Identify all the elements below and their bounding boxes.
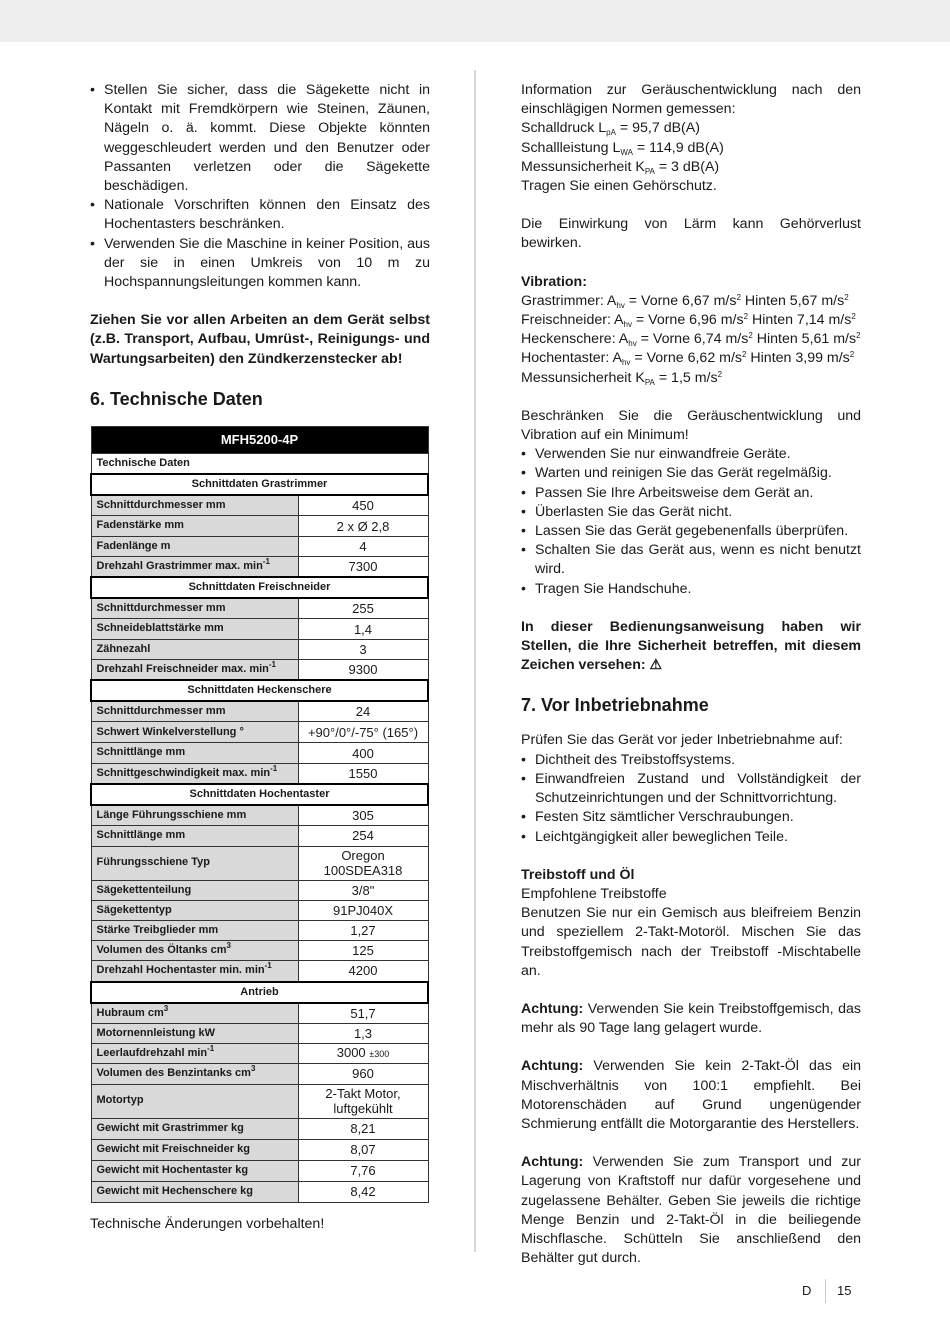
table-row: Fadenstärke mm 2 x Ø 2,8 [91,516,428,536]
table-row: Fadenlänge m 4 [91,536,428,556]
vibration-freischneider: Freischneider: $A_{hv}$ = Vorne 6,96 $m/s^2$ Hinten 7,14 $m/s^2$ [521,312,856,330]
table-row: Schnittgeschwindigkeit max. $\min^{-1}$ 1550 [91,763,428,784]
fuel-oil-title: Treibstoff und Öl [521,866,635,883]
vibration-grastrimmer: Grastrimmer: $A_{hv}$ = Vorne 6,67 $m/s^2$ Hinten 5,67 $m/s^2$ [521,292,849,310]
table-row: Leerlaufdrehzahl $\min^{-1}$ 3000 ±300 [91,1044,428,1064]
caution-1: Achtung: Verwenden Sie kein Treibstoffgemisch, das mehr als 90 Tage lang gelagert wurde. [521,1000,861,1037]
noise-warning: Die Einwirkung von Lärm kann Gehörverlust bewirken. [521,216,861,252]
vibration-heckenschere: Heckenschere: $A_{hv}$ = Vorne 6,74 $m/s^2$ Hinten 5,61 $m/s^2$ [521,331,861,349]
list-item: • Tragen Sie Handschuhe. [521,580,861,599]
list-item: • Dichtheit des Treibstoffsystems. [521,751,861,770]
footer-divider [825,1279,826,1303]
table-row: Drehzahl Hochentaster min. $\min^{-1}$ 4200 [91,961,428,982]
table-row: Zähnezahl 3 [91,639,428,659]
section-heading-technical-data: 6. Technische Daten [90,388,263,409]
list-item: • Verwenden Sie nur einwandfreie Geräte. [521,445,861,464]
list-item: • Verwenden Sie die Maschine in keiner Position, aus der sie in einen Umkreis von 10 m zu Hochspannungsleitungen kommen kann. [90,235,430,293]
table-row: Motornennleistung kW 1,3 [91,1023,428,1043]
section-antrieb: Antrieb [91,982,428,1003]
list-item: • Passen Sie Ihre Arbeitsweise dem Gerät an. [521,484,861,503]
table-row: Gewicht mit Freischneider kg 8,07 [91,1139,428,1160]
table-row: Drehzahl Grastrimmer max. $\min^{-1}$ 7300 [91,556,428,577]
list-item: • Einwandfreien Zustand und Vollständigkeit der Schutzeinrichtungen und der Schnittvorrichtung. [521,770,861,808]
table-row: Schnittlänge mm 400 [91,743,428,763]
spec-table [90,426,429,1203]
table-row: Volumen des Öltanks $cm^3$ 125 [91,941,428,961]
sound-pressure: Schalldruck $L_{pA} = 95,7$ dB(A) [521,120,700,138]
table-row: Volumen des Benzintanks $cm^3$ 960 [91,1064,428,1084]
table-row: Führungsschiene Typ Oregon 100SDEA318 [91,846,428,880]
column-divider [474,70,476,1252]
noise-intro: Information zur Geräuschentwicklung nach den einschlägigen Normen gemessen: [521,82,861,118]
list-item: • Warten und reinigen Sie das Gerät regelmäßig. [521,464,861,483]
section-heading-before-use: 7. Vor Inbetriebnahme [521,695,709,716]
list-item: • Lassen Sie das Gerät gegebenenfalls überprüfen. [521,522,861,541]
list-item: • Schalten Sie das Gerät aus, wenn es nicht benutzt wird. [521,541,861,579]
left-column [90,81,430,1234]
section-hochentaster: Schnittdaten Hochentaster [91,784,428,805]
safety-bullets [90,81,430,292]
sound-power: Schallleistung $L_{WA} = 114,9$ dB(A) [521,139,724,157]
table-row: Schnittdurchmesser mm 24 [91,701,428,722]
table-row: Gewicht mit Hechenschere kg 8,42 [91,1181,428,1202]
table-row: Schneideblattstärke mm 1,4 [91,619,428,639]
table-row: Drehzahl Freischneider max. $\min^{-1}$ 9300 [91,659,428,680]
caution-2: Achtung: Verwenden Sie kein 2-Takt-Öl das ein Mischverhältnis von 100:1 empfiehlt. Bei Motorenschäden auf Grund ungenügender Schmierung entfällt die Motorgarantie des Herstellers. [521,1058,861,1132]
section-freischneider: Schnittdaten Freischneider [91,577,428,598]
list-item: • Nationale Vorschriften können den Einsatz des Hochentasters beschränken. [90,196,430,234]
noise-bullets [521,445,861,599]
section-heckenschere: Schnittdaten Heckenschere [91,680,428,701]
footnote: Technische Änderungen vorbehalten! [90,1215,325,1232]
language-marker: D [802,1283,812,1298]
table-row: Schwert Winkelverstellung ° +90°/0°/-75° (165°) [91,722,428,743]
table-row: Hubraum $cm^3$ 51,7 [91,1003,428,1024]
vibration-title: Vibration: [521,273,587,290]
table-row: Schnittdurchmesser mm 255 [91,598,428,619]
page-number: 15 [837,1283,852,1298]
top-band [0,0,950,42]
table-row: Motortyp 2-Takt Motor, luftgekühlt [91,1084,428,1118]
list-item: • Festen Sitz sämtlicher Verschraubungen. [521,808,861,827]
spark-plug-warning: Ziehen Sie vor allen Arbeiten an dem Gerät selbst (z.B. Transport, Aufbau, Umrüst-, Reinigungs- und Wartungsarbeiten) den Zündkerzenstecker ab! [90,312,430,367]
right-column [521,81,861,1268]
vibration-uncertainty: Messunsicherheit $K_{PA} = 1,5$ $m/s^2$ [521,369,723,387]
table-label: Technische Daten [91,453,428,474]
measurement-uncertainty: Messunsicherheit $K_{PA} = 3$ dB(A) [521,158,720,176]
table-row: Stärke Treibglieder mm 1,27 [91,920,428,940]
fuel-text: Benutzen Sie nur ein Gemisch aus bleifreiem Benzin und speziellem 2-Takt-Motoröl. Mischen Sie das Treibstoffgemisch nach der Treibstoff -Mischtabelle an. [521,905,861,979]
table-row: Schnittlänge mm 254 [91,826,428,846]
table-row: Sägekettenteilung 3/8" [91,880,428,900]
list-item: • Stellen Sie sicher, dass die Sägekette nicht in Kontakt mit Fremdkörpern wie Steinen, Zäunen, Nägeln o. ä. kommt. Diese Objekte könnten weggeschleudert werden und den Benutzer oder Passanten verletzen oder die Sägekette beschädigen. [90,81,430,196]
table-row: Gewicht mit Hochentaster kg 7,76 [91,1160,428,1181]
caution-3: Achtung: Verwenden Sie zum Transport und zur Lagerung von Kraftstoff nur dafür vorgesehene und zugelassene Behälter. Geben Sie jeweils die richtige Menge Benzin und 2-Takt-Öl in die beiliegende Mischflasche. Schütteln Sie anschließend den Behälter gut durch. [521,1154,861,1267]
section-grastrimmer: Schnittdaten Grastrimmer [91,474,428,495]
table-row: Länge Führungsschiene mm 305 [91,805,428,826]
limit-noise: Beschränken Sie die Geräuschentwicklung und Vibration auf ein Minimum! [521,407,861,444]
model-header: MFH5200-4P [91,426,428,453]
vibration-hochentaster: Hochentaster: $A_{hv}$ = Vorne 6,62 $m/s^2$ Hinten 3,99 $m/s^2$ [521,350,855,368]
list-item: • Überlasten Sie das Gerät nicht. [521,503,861,522]
table-row: Sägekettentyp 91PJ040X [91,900,428,920]
table-row: Schnittdurchmesser mm 450 [91,495,428,516]
safety-symbol-note: In dieser Bedienungsanweisung haben wir Stellen, die Ihre Sicherheit betreffen, mit diesem Zeichen versehen: ⚠ [521,618,861,674]
hearing-protection: Tragen Sie einen Gehörschutz. [521,178,717,195]
table-row: Gewicht mit Grastrimmer kg 8,21 [91,1118,428,1139]
fuel-subtitle: Empfohlene Treibstoffe [521,885,667,902]
list-item: • Leichtgängigkeit aller beweglichen Teile. [521,828,861,847]
check-bullets [521,751,861,847]
check-intro: Prüfen Sie das Gerät vor jeder Inbetriebnahme auf: [521,732,843,749]
